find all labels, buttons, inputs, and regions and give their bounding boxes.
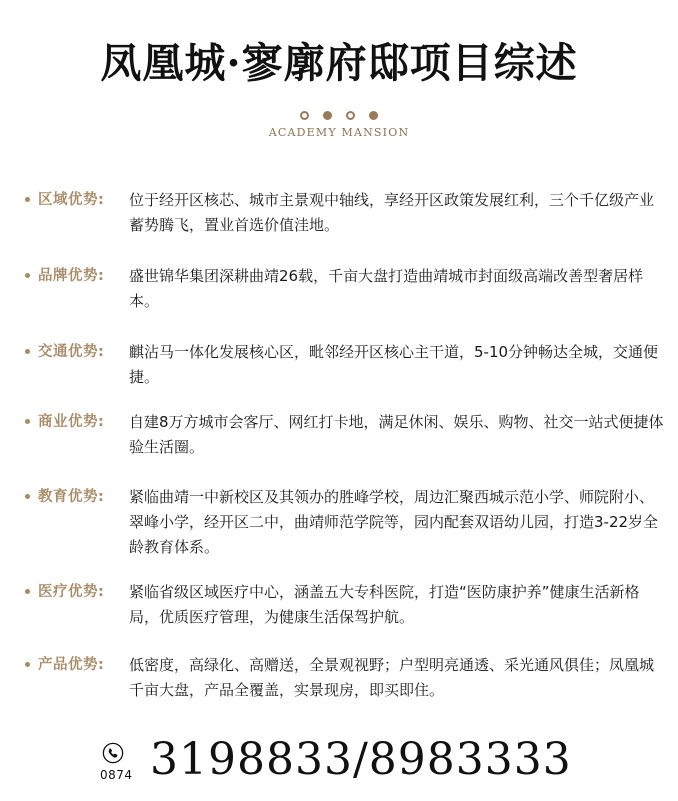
phone-number[interactable]: 3198833/8983333	[150, 734, 572, 785]
feature-description: 紧临省级区域医疗中心，涵盖五大专科医院，打造“医防康护养”健康生活新格局，优质医疗管理，为健康生活保驾护航。	[129, 583, 640, 626]
feature-description: 自建8万方城市会客厅、网红打卡地，满足休闲、娱乐、购物、社交一站式便捷体验生活圈。	[129, 413, 664, 456]
feature-label: 品牌优势:	[38, 268, 105, 284]
feature-label: 商业优势:	[38, 414, 105, 430]
bullet-icon	[25, 662, 30, 667]
bullet-icon	[25, 494, 30, 499]
feature-description: 位于经开区核芯、城市主景观中轴线，享经开区政策发展红利，三个千亿级产业蓄势腾飞，置业首选价值洼地。	[129, 191, 655, 234]
logo-glyph	[300, 111, 309, 120]
feature-label: 产品优势:	[38, 657, 105, 673]
logo-glyph	[369, 111, 378, 120]
bullet-icon	[25, 273, 30, 278]
feature-label: 区域优势:	[38, 192, 105, 208]
logo-text: ACADEMY MANSION	[268, 126, 410, 139]
page-title: 凤凰城·寥廓府邸项目综述	[100, 39, 578, 87]
feature-description: 盛世锦华集团深耕曲靖26载，千亩大盘打造曲靖城市封面级高端改善型奢居样本。	[129, 267, 644, 310]
feature-label: 交通优势:	[38, 344, 105, 360]
feature-description: 低密度，高绿化、高赠送，全景观视野；户型明亮通透、采光通风俱佳；凤凰城千亩大盘，产品全覆盖，实景现房，即买即住。	[129, 656, 655, 699]
feature-description: 紧临曲靖一中新校区及其领办的胜峰学校，周边汇聚西城示范小学、师院附小、翠峰小学，经开区二中，曲靖师范学院等，园内配套双语幼儿园，打造3-22岁全龄教育体系。	[129, 488, 659, 556]
area-code: 0874	[100, 768, 133, 782]
bullet-icon	[25, 197, 30, 202]
bullet-icon	[25, 349, 30, 354]
bullet-icon	[25, 419, 30, 424]
contact-info	[100, 734, 620, 790]
brand-logo	[0, 108, 678, 139]
logo-emblem	[0, 108, 678, 122]
bullet-icon	[25, 589, 30, 594]
logo-glyph	[323, 111, 332, 120]
feature-description: 麒沾马一体化发展核心区，毗邻经开区核心主干道，5-10分钟畅达全城，交通便捷。	[129, 343, 659, 386]
feature-label: 教育优势:	[38, 489, 105, 505]
feature-label: 医疗优势:	[38, 584, 105, 600]
logo-glyph	[346, 111, 355, 120]
phone-icon	[102, 742, 124, 764]
